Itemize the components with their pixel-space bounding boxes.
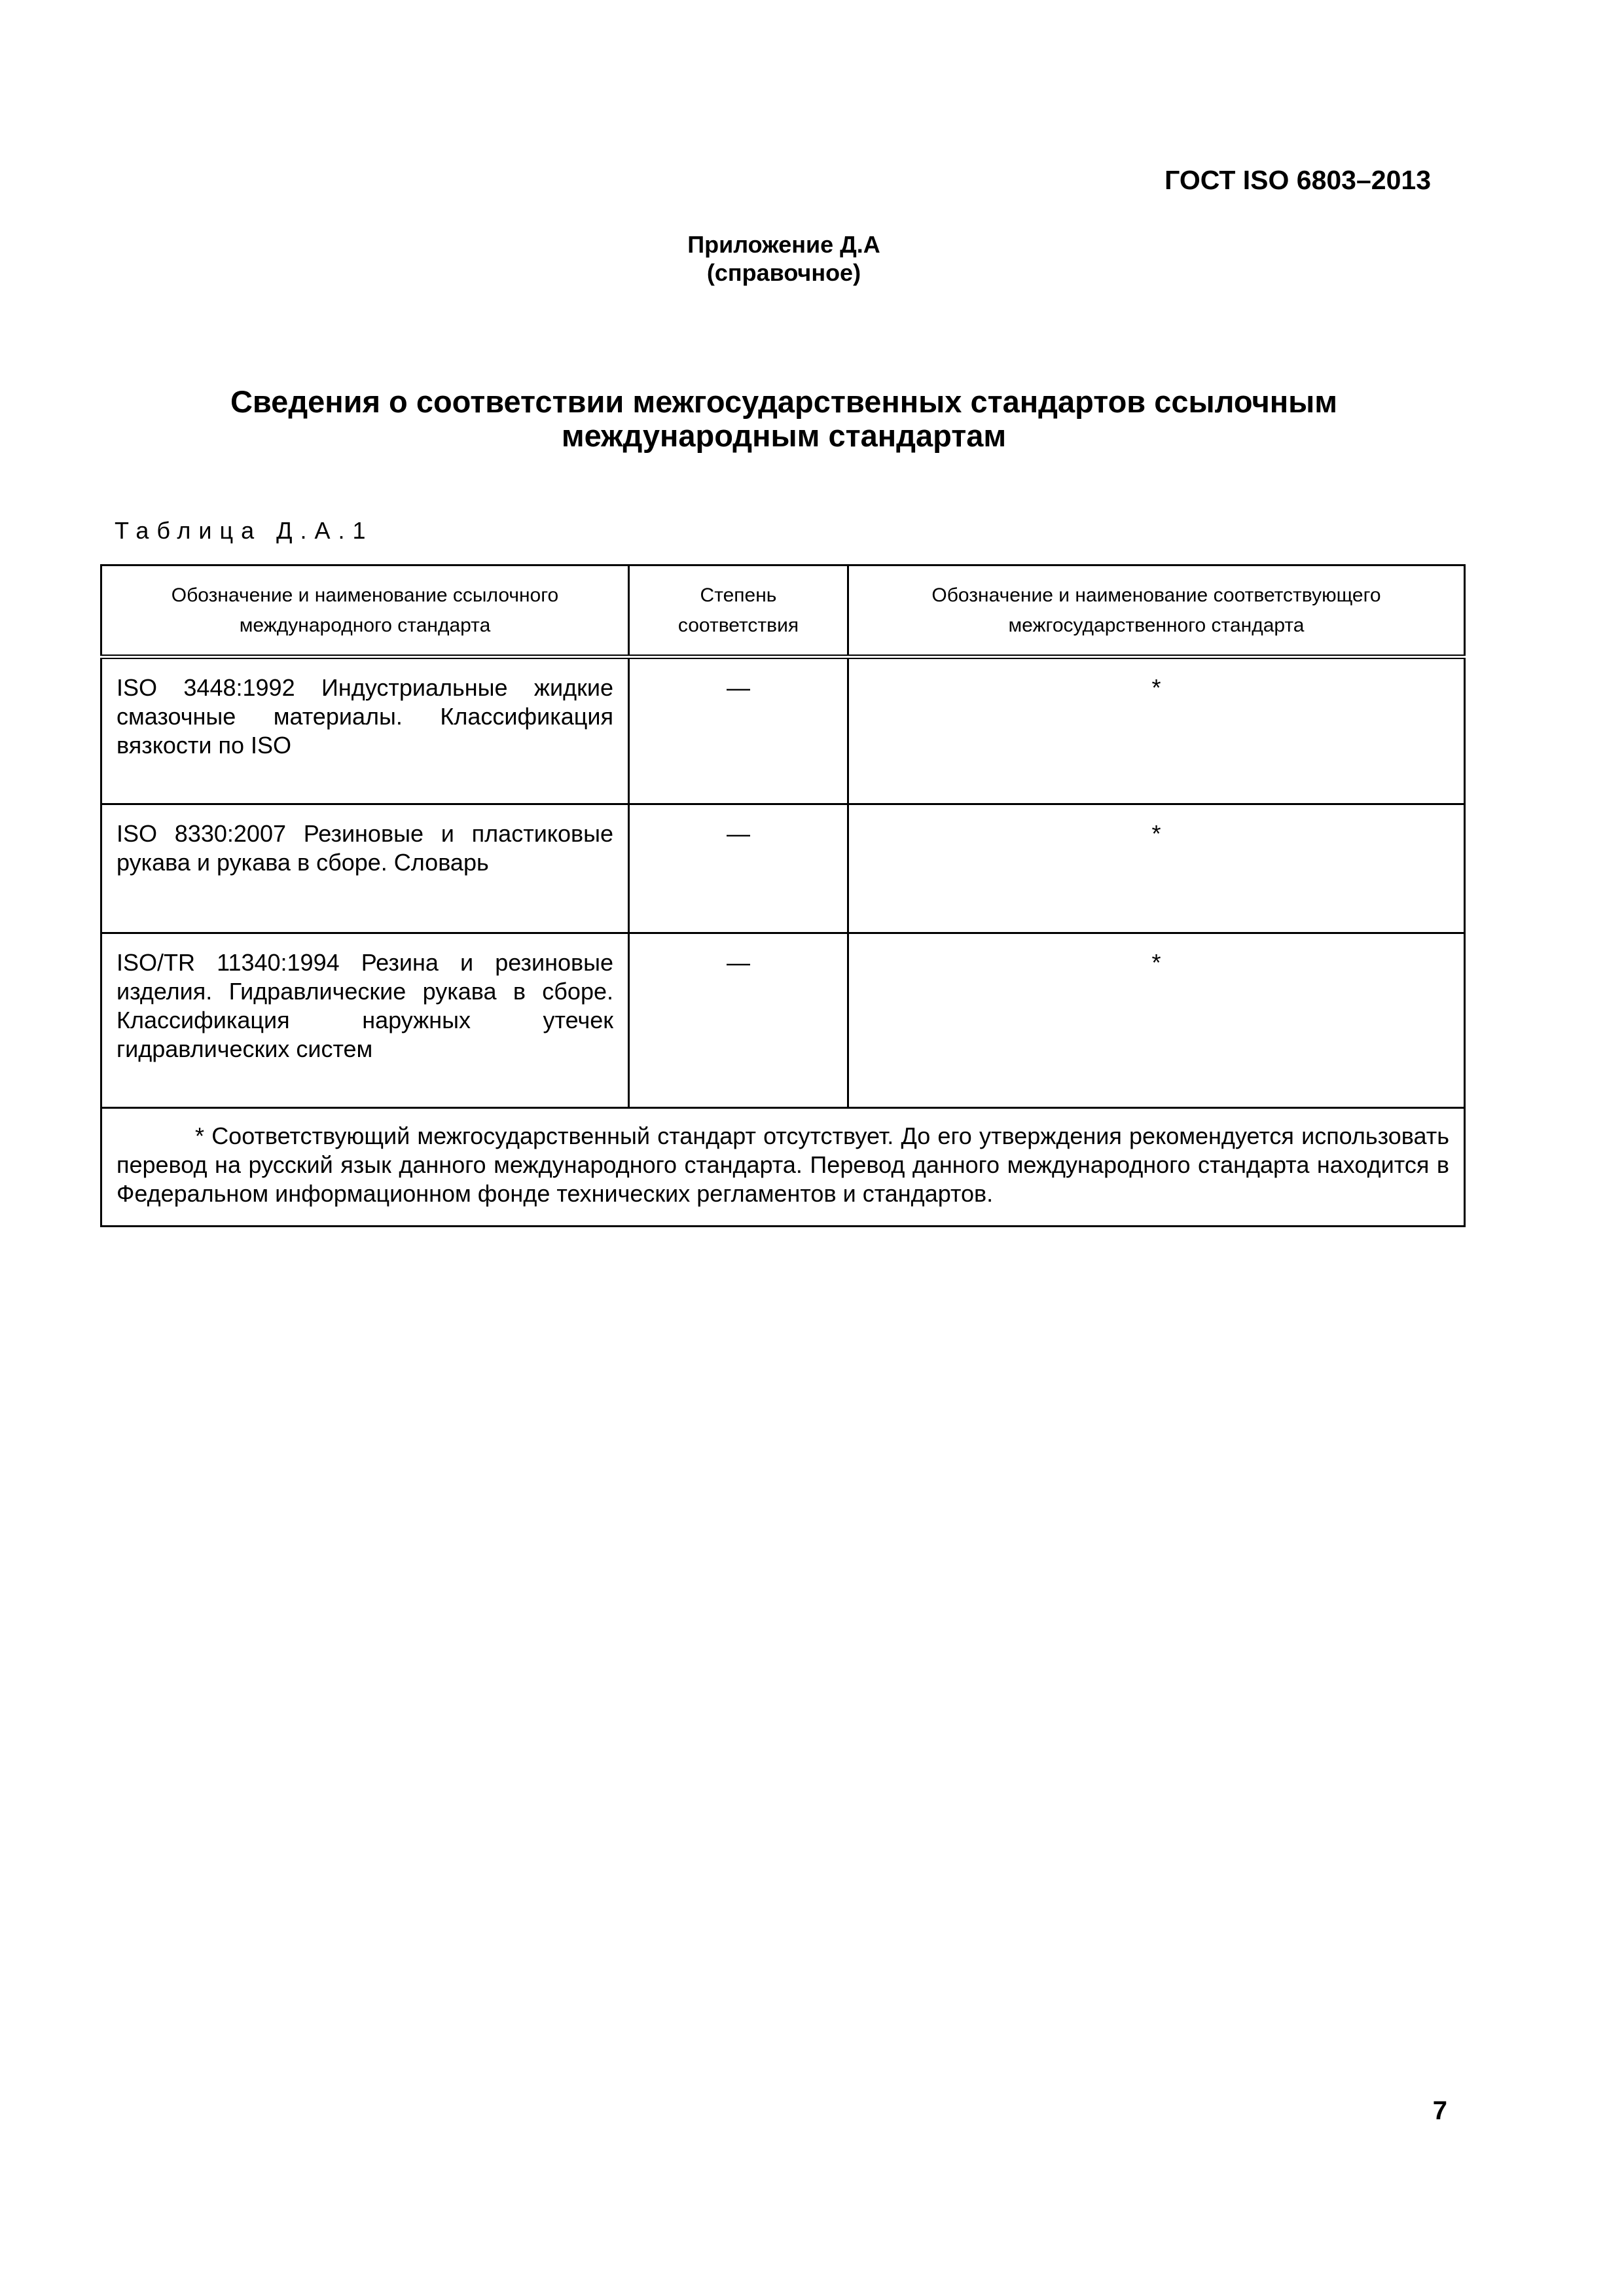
- international-standard-cell: ISO/TR 11340:1994 Резина и резиновые изделия. Гидравлические рукава в сборе. Классификация наружных утечек гидравлических систем: [101, 933, 629, 1108]
- header-degree-of-correspondence: Степень соответствия: [629, 565, 848, 657]
- table-row: [101, 657, 1465, 804]
- table-row: [101, 933, 1465, 1108]
- interstate-standard-cell: *: [848, 933, 1465, 1108]
- main-title-line-1: Сведения о соответствии межгосударственных стандартов ссылочным: [230, 384, 1338, 419]
- degree-cell: —: [629, 933, 848, 1108]
- annex-subtitle: (справочное): [706, 259, 861, 286]
- header-international-standard: Обозначение и наименование ссылочного международного стандарта: [101, 565, 629, 657]
- table-label: Таблица Д.А.1: [115, 517, 374, 544]
- page-number: 7: [1432, 2096, 1447, 2125]
- interstate-standard-cell: *: [848, 657, 1465, 804]
- main-title-line-2: международным стандартам: [561, 418, 1007, 453]
- annex-title: Приложение Д.А: [687, 231, 880, 258]
- document-code: ГОСТ ISO 6803–2013: [1164, 165, 1431, 195]
- table-footnote-text: * Соответствующий межгосударственный стандарт отсутствует. До его утверждения рекомендуется использовать перевод на русский язык данного международного стандарта. Перевод данного международного стандарта находится в Федеральном информационном фонде технических регламентов и стандартов.: [117, 1122, 1449, 1207]
- interstate-standard-cell: *: [848, 804, 1465, 933]
- table-footnote: [101, 1108, 1465, 1227]
- degree-cell: —: [629, 804, 848, 933]
- standards-table: [100, 564, 1466, 1227]
- table-footnote-row: [101, 1108, 1465, 1227]
- degree-cell: —: [629, 657, 848, 804]
- main-title: [0, 385, 1568, 453]
- header-interstate-standard: Обозначение и наименование соответствующего межгосударственного стандарта: [848, 565, 1465, 657]
- table-row: [101, 804, 1465, 933]
- table-header-row: [101, 565, 1465, 657]
- international-standard-cell: ISO 3448:1992 Индустриальные жидкие смазочные материалы. Классификация вязкости по ISO: [101, 657, 629, 804]
- international-standard-cell: ISO 8330:2007 Резиновые и пластиковые рукава и рукава в сборе. Словарь: [101, 804, 629, 933]
